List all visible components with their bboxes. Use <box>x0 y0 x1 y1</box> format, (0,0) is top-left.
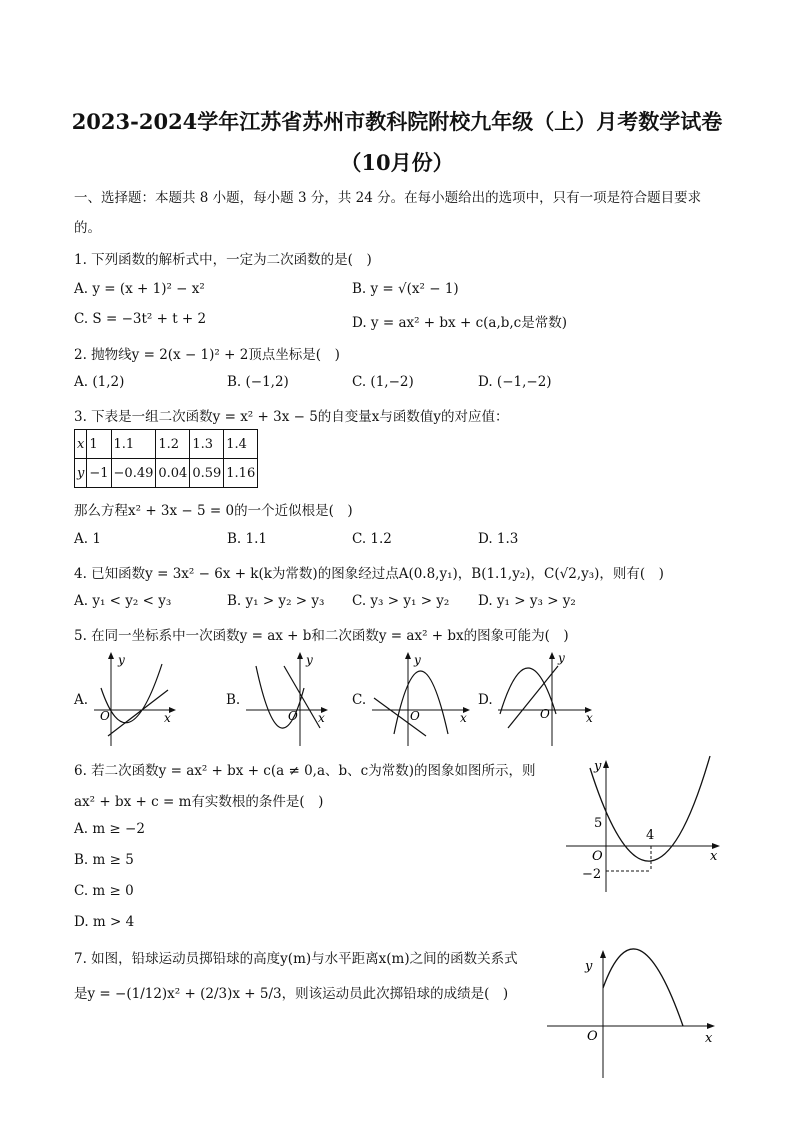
q3-option-d: D. 1.3 <box>478 531 519 547</box>
q5-graph-a <box>90 648 180 748</box>
q1-option-c: C. S = −3t² + t + 2 <box>74 311 207 327</box>
q5-a-y-label: y <box>118 653 125 667</box>
q5-stem: 5. 在同一坐标系中一次函数y = ax + b和二次函数y = ax² + bx的图象可能为( ) <box>74 628 569 644</box>
q4-stem: 4. 已知函数y = 3x² − 6x + k(k为常数)的图象经过点A(0.8,y₁)，B(1.1,y₂)，C(√2,y₃)，则有( ) <box>74 566 664 582</box>
q1-stem: 1. 下列函数的解析式中，一定为二次函数的是( ) <box>74 252 372 268</box>
table-cell: 0.04 <box>156 459 190 488</box>
q6-option-d: D. m > 4 <box>74 914 135 930</box>
q4-option-a: A. y₁ < y₂ < y₃ <box>74 593 172 609</box>
q6-vertex-y-label: −2 <box>582 867 602 882</box>
q6-stem-line1: 6. 若二次函数y = ax² + bx + c(a ≠ 0,a、b、c为常数)的图象如图所示，则 <box>74 763 536 779</box>
q1-option-b: B. y = √(x² − 1) <box>352 281 459 297</box>
table-cell: 1 <box>87 430 111 459</box>
q6-option-c: C. m ≥ 0 <box>74 883 134 899</box>
table-cell: 0.59 <box>190 459 224 488</box>
q5-b-x-label: x <box>318 711 325 725</box>
q5-option-b-label: B. <box>226 692 241 708</box>
q5-c-origin: O <box>410 709 420 723</box>
q6-origin: O <box>592 849 603 864</box>
q5-c-x-label: x <box>460 711 467 725</box>
q7-origin: O <box>587 1029 598 1044</box>
table-cell: x <box>75 430 87 459</box>
q6-option-a: A. m ≥ −2 <box>74 821 145 837</box>
q5-d-y-label: y <box>558 651 565 665</box>
q5-option-a-label: A. <box>74 692 89 708</box>
q2-stem: 2. 抛物线y = 2(x − 1)² + 2顶点坐标是( ) <box>74 347 340 363</box>
table-cell: −1 <box>87 459 111 488</box>
section-header: 一、选择题：本题共 8 小题，每小题 3 分，共 24 分。在每小题给出的选项中，只有一项是符合题目要求 <box>74 190 702 206</box>
table-cell: 1.4 <box>224 430 258 459</box>
q5-graph-c <box>368 648 478 748</box>
q3-option-a: A. 1 <box>74 531 101 547</box>
q5-b-origin: O <box>288 709 298 723</box>
paper-subtitle: （10月份） <box>340 150 454 175</box>
q5-a-origin: O <box>100 709 110 723</box>
q5-option-c-label: C. <box>352 692 367 708</box>
q6-graph <box>560 752 730 897</box>
q4-option-c: C. y₃ > y₁ > y₂ <box>352 593 450 609</box>
q2-option-d: D. (−1,−2) <box>478 374 552 390</box>
q3-option-c: C. 1.2 <box>352 531 392 547</box>
q2-option-a: A. (1,2) <box>74 374 125 390</box>
table-row <box>75 430 258 459</box>
q7-y-label: y <box>585 959 593 974</box>
table-cell: 1.3 <box>190 430 224 459</box>
q5-d-origin: O <box>540 707 550 721</box>
q5-graph-b <box>242 648 332 748</box>
q5-d-x-label: x <box>586 711 593 725</box>
q6-y-label: y <box>594 759 602 774</box>
table-cell: 1.16 <box>224 459 258 488</box>
q6-y-intercept-label: 5 <box>594 816 603 831</box>
q4-option-d: D. y₁ > y₃ > y₂ <box>478 593 576 609</box>
q6-x-label: x <box>710 849 718 864</box>
q6-vertex-x-label: 4 <box>646 828 655 843</box>
q1-option-a: A. y = (x + 1)² − x² <box>74 281 205 297</box>
q3-value-table <box>74 429 258 488</box>
table-row <box>75 459 258 488</box>
q7-graph <box>545 942 725 1082</box>
q5-c-y-label: y <box>414 653 421 667</box>
q6-stem-line2: ax² + bx + c = m有实数根的条件是( ) <box>74 794 324 810</box>
q2-option-c: C. (1,−2) <box>352 374 414 390</box>
q7-stem-line2: 是y = −(1/12)x² + (2/3)x + 5/3，则该运动员此次掷铅球的成绩是( ) <box>74 986 509 1002</box>
q6-option-b: B. m ≥ 5 <box>74 852 134 868</box>
table-cell: 1.1 <box>111 430 156 459</box>
section-header-cont: 的。 <box>74 220 101 236</box>
q3-question: 那么方程x² + 3x − 5 = 0的一个近似根是( ) <box>74 503 353 519</box>
q7-x-label: x <box>705 1031 713 1046</box>
q7-stem-line1: 7. 如图，铅球运动员掷铅球的高度y(m)与水平距离x(m)之间的函数关系式 <box>74 951 518 967</box>
q3-stem: 3. 下表是一组二次函数y = x² + 3x − 5的自变量x与函数值y的对应值： <box>74 409 509 425</box>
q1-option-d: D. y = ax² + bx + c(a,b,c是常数) <box>352 315 567 331</box>
q5-a-x-label: x <box>164 711 171 725</box>
table-cell: 1.2 <box>156 430 190 459</box>
q3-option-b: B. 1.1 <box>227 531 267 547</box>
table-cell: y <box>75 459 87 488</box>
table-cell: −0.49 <box>111 459 156 488</box>
q2-option-b: B. (−1,2) <box>227 374 289 390</box>
q4-option-b: B. y₁ > y₂ > y₃ <box>227 593 325 609</box>
q5-option-d-label: D. <box>478 692 493 708</box>
q5-graph-d <box>494 648 604 748</box>
paper-title: 2023-2024学年江苏省苏州市教科院附校九年级（上）月考数学试卷 <box>71 109 723 134</box>
q5-b-y-label: y <box>306 653 313 667</box>
